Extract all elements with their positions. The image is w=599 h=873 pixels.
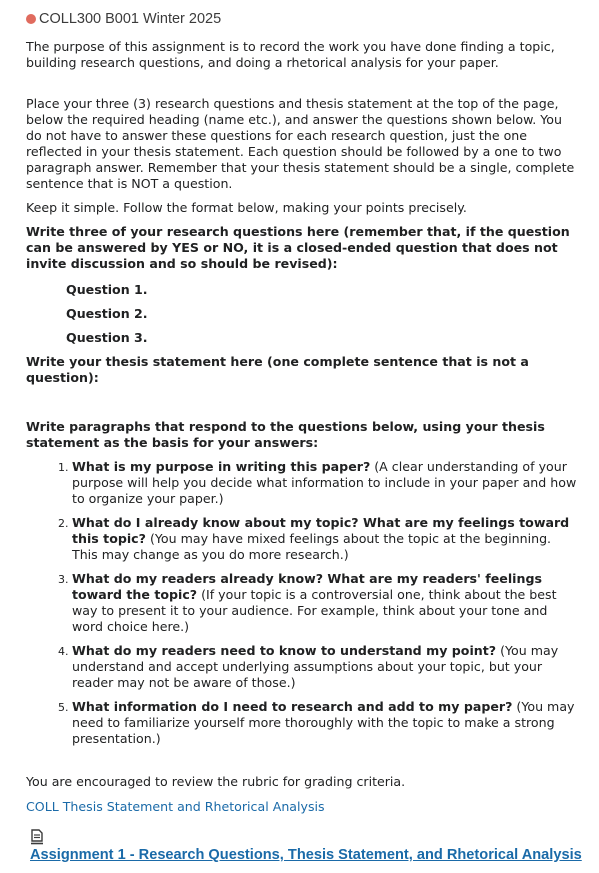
list-number: 4.	[58, 645, 69, 658]
prompt-question: What do my readers need to know to understand my point?	[72, 643, 497, 658]
list-number: 5.	[58, 701, 69, 714]
list-item	[26, 699, 578, 747]
rubric-note: You are encouraged to review the rubric for grading criteria.	[26, 774, 406, 789]
list-item	[26, 571, 578, 635]
prompt-question: What information do I need to research and add to my paper?	[72, 699, 513, 714]
list-item	[26, 515, 578, 563]
assignment-icon[interactable]	[30, 829, 44, 845]
list-item	[26, 459, 578, 507]
prompt-explanation: (You may need to familiarize yourself more thoroughly with the topic to make a strong presentation.)	[72, 699, 575, 746]
intro-paragraph: The purpose of this assignment is to record the work you have done finding a topic, building research questions, and doing a rhetorical analysis for your paper.	[26, 39, 555, 70]
prompt-explanation: (You may understand and accept underlying assumptions about your topic, but your reader may not be aware of those.)	[72, 643, 559, 690]
research-questions-heading: Write three of your research questions here (remember that, if the question can be answered by YES or NO, it is a closed-ended question that does not invite discussion and so should be revised):	[26, 224, 570, 271]
course-title[interactable]: COLL300 B001 Winter 2025	[39, 11, 222, 27]
course-header	[26, 9, 221, 29]
question-2-label: Question 2.	[66, 306, 148, 321]
prompt-explanation: (A clear understanding of your purpose will help you decide what information to include in your paper and how to organize your paper.)	[72, 459, 577, 506]
instructions-paragraph: Place your three (3) research questions and thesis statement at the top of the page, below the required heading (name etc.), and answer the questions shown below. You do not have to answer these questions for each research question, just the one reflected in your thesis statement. Each question should be followed by a one to two paragraph answer. Remember that your thesis statement should be a single, complete sentence that is NOT a question.	[26, 96, 575, 191]
question-1-label: Question 1.	[66, 282, 148, 297]
prompt-list	[26, 459, 578, 747]
list-item	[26, 643, 578, 691]
prompt-question: What do my readers already know? What are my readers' feelings toward the topic?	[72, 571, 542, 602]
thesis-heading: Write your thesis statement here (one complete sentence that is not a question):	[26, 354, 529, 385]
status-dot-icon	[26, 14, 36, 24]
assignment-link[interactable]: Assignment 1 - Research Questions, Thesis Statement, and Rhetorical Analysis	[30, 847, 582, 863]
keep-simple-paragraph: Keep it simple. Follow the format below, making your points precisely.	[26, 200, 467, 215]
prompt-question: What do I already know about my topic? What are my feelings toward this topic?	[72, 515, 570, 546]
paragraphs-heading: Write paragraphs that respond to the questions below, using your thesis statement as the basis for your answers:	[26, 419, 545, 450]
question-3-label: Question 3.	[66, 330, 148, 345]
prompt-explanation: (If your topic is a controversial one, think about the best way to present it to your audience. For example, think about your tone and word choice here.)	[72, 587, 557, 634]
list-number: 2.	[58, 517, 69, 530]
rubric-link[interactable]: COLL Thesis Statement and Rhetorical Analysis	[26, 799, 325, 814]
prompt-explanation: (You may have mixed feelings about the topic at the beginning. This may change as you do more research.)	[72, 531, 552, 562]
prompt-question: What is my purpose in writing this paper?	[72, 459, 371, 474]
list-number: 3.	[58, 573, 69, 586]
list-number: 1.	[58, 461, 69, 474]
